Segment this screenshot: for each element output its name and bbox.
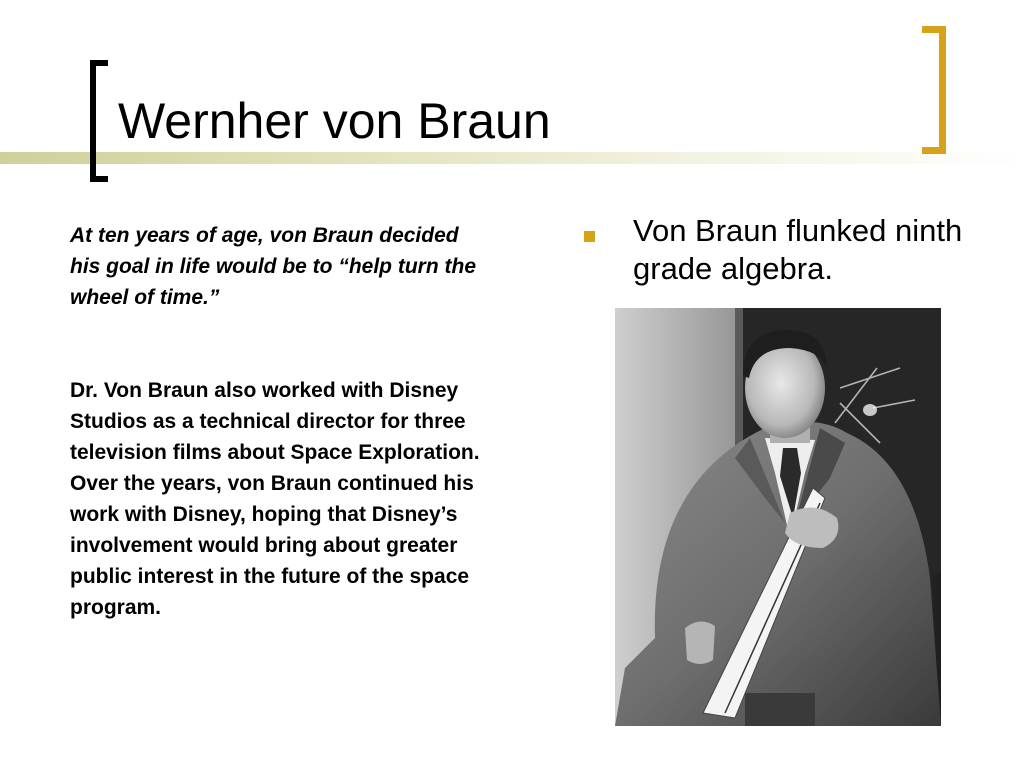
bio-paragraph: Dr. Von Braun also worked with Disney Studios as a technical director for three television films about Space Exploration. Over the years, von Braun continued his work with Disney, hoping that Disney’s involvement would bring about greater public interest in the future of the space program.	[70, 379, 480, 619]
slide-title: Wernher von Braun	[118, 93, 551, 149]
square-bullet-icon	[584, 231, 595, 242]
bullet-item: Von Braun flunked ninth grade algebra.	[633, 213, 963, 286]
portrait-photo-icon	[615, 308, 941, 726]
left-bracket	[90, 60, 108, 182]
title-band	[0, 152, 1024, 164]
right-bracket	[922, 26, 946, 154]
left-text-column	[70, 220, 480, 623]
portrait-photo	[615, 308, 941, 726]
quote-paragraph: At ten years of age, von Braun decided his goal in life would be to “help turn the wheel of time.”	[70, 224, 476, 309]
